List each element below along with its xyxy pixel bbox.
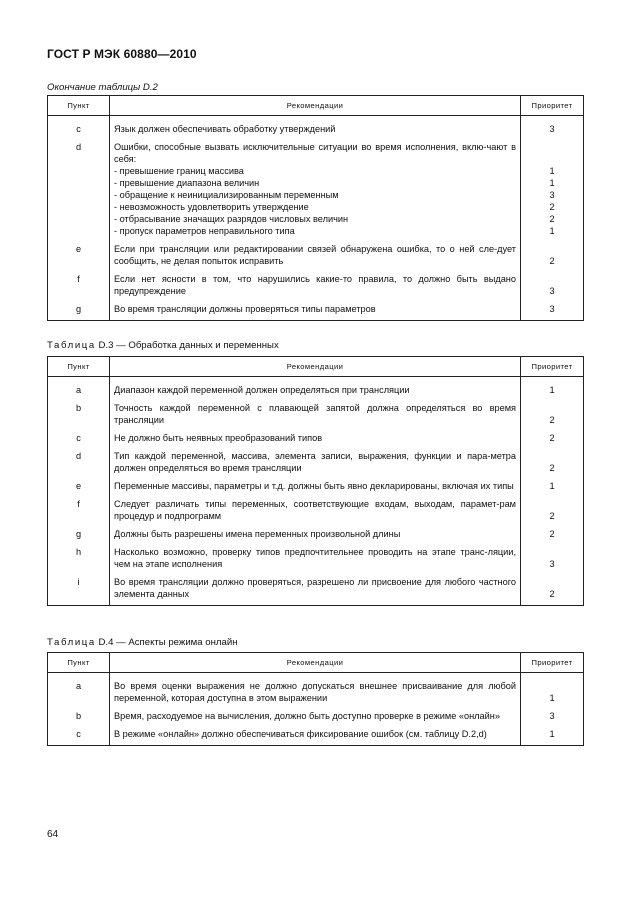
table-row [48,272,584,302]
sub-item: - невозможность удовлетворить утверждение [114,202,309,212]
sub-item-priority: 2 [549,202,555,212]
row-point: b [48,709,110,727]
column-header-recommendations: Рекомендации [110,96,521,116]
table-row [48,497,584,527]
sub-item: - пропуск параметров неправильного типа [114,226,295,236]
row-point: d [48,140,110,242]
sub-item-priority: 2 [549,214,555,224]
row-recommendation: Во время трансляции должно проверяться, разрешено ли присвоение для любого частного элемента данных [110,575,521,606]
table-row [48,122,584,140]
column-header-recommendations: Рекомендации [110,357,521,377]
row-priority: 2 [521,401,584,431]
row-recommendation: В режиме «онлайн» должно обеспечиваться фиксирование ошибок (см. таблицу D.2,d) [110,727,521,746]
row-priority: 3 [521,302,584,321]
table-row [48,575,584,606]
sub-item: - превышение диапазона величин [114,178,260,188]
row-point: b [48,401,110,431]
row-point: g [48,527,110,545]
table-row [48,679,584,709]
row-recommendation: Насколько возможно, проверку типов предпочтительнее проводить на этапе транс-ляции, чем на этапе исполнения [110,545,521,575]
row-priority: 3 [521,545,584,575]
table-d3-caption-title: D.3 — Обработка данных и переменных [98,340,279,351]
row-point: c [48,431,110,449]
sub-item: - обращение к неинициализированным переменным [114,190,339,200]
row-priority [521,140,584,242]
column-header-point: Пункт [48,653,110,673]
row-recommendation: Во время трансляции должны проверяться типы параметров [110,302,521,321]
column-header-priority: Приоритет [521,653,584,673]
row-point: a [48,679,110,709]
row-priority: 2 [521,449,584,479]
table-d4-caption-prefix: Таблица [47,637,96,648]
row-priority: 1 [521,679,584,709]
row-priority: 3 [521,122,584,140]
table-d3 [47,356,584,606]
row-point: i [48,575,110,606]
row-point: h [48,545,110,575]
row-recommendation: Язык должен обеспечивать обработку утверждений [110,122,521,140]
table-row [48,140,584,242]
row-priority: 2 [521,527,584,545]
row-priority: 3 [521,709,584,727]
table-d4-caption-title: D.4 — Аспекты режима онлайн [98,637,238,648]
table-row [48,242,584,272]
row-point: e [48,479,110,497]
row-point: c [48,727,110,746]
row-point: g [48,302,110,321]
row-point: e [48,242,110,272]
page-number: 64 [47,829,59,840]
row-recommendation-intro: Ошибки, способные вызвать исключительные ситуации во время исполнения, вклю-чают в себя: [114,142,516,164]
table-d2-end [47,95,584,321]
table-row [48,527,584,545]
row-recommendation: Если нет ясности в том, что нарушились какие-то правила, то должно быть выдано предупреждение [110,272,521,302]
row-recommendation: Не должно быть неявных преобразований типов [110,431,521,449]
row-recommendation: Во время оценки выражения не должно допускаться внешнее присваивание для любой переменной, которая доступна в этом выражении [110,679,521,709]
row-priority: 2 [521,242,584,272]
table-row [48,383,584,401]
table-d4-caption [47,637,238,648]
row-priority: 1 [521,727,584,746]
row-point: f [48,272,110,302]
column-header-point: Пункт [48,96,110,116]
row-recommendation: Следует различать типы переменных, соответствующие входам, выходам, парамет-рам процедур и подпрограмм [110,497,521,527]
row-recommendation: Точность каждой переменной с плавающей запятой должна определяться во время трансляции [110,401,521,431]
row-point: a [48,383,110,401]
table-row [48,727,584,746]
row-recommendation [110,140,521,242]
table-row [48,302,584,321]
sub-item-priority: 1 [549,166,555,176]
row-recommendation: Тип каждой переменной, массива, элемента записи, выражения, функции и пара-метра должен определяться во время трансляции [110,449,521,479]
table-d2-caption: Окончание таблицы D.2 [47,82,158,93]
table-row [48,401,584,431]
document-code: ГОСТ Р МЭК 60880—2010 [47,47,197,61]
row-recommendation: Диапазон каждой переменной должен определяться при трансляции [110,383,521,401]
column-header-priority: Приоритет [521,357,584,377]
table-row [48,449,584,479]
row-priority: 2 [521,575,584,606]
sub-item-priority: 3 [549,190,555,200]
table-d3-caption-prefix: Таблица [47,340,96,351]
sub-item: - превышение границ массива [114,166,244,176]
row-recommendation: Переменные массивы, параметры и т.д. должны быть явно декларированы, включая их типы [110,479,521,497]
table-d3-caption [47,340,279,351]
row-priority: 1 [521,479,584,497]
table-row [48,709,584,727]
sub-item: - отбрасывание значащих разрядов числовых величин [114,214,349,224]
row-point: d [48,449,110,479]
table-row [48,479,584,497]
column-header-recommendations: Рекомендации [110,653,521,673]
row-priority: 3 [521,272,584,302]
column-header-point: Пункт [48,357,110,377]
sub-item-priority: 1 [549,226,555,236]
row-priority: 1 [521,383,584,401]
column-header-priority: Приоритет [521,96,584,116]
table-row [48,545,584,575]
row-priority: 2 [521,431,584,449]
row-priority: 2 [521,497,584,527]
row-point: c [48,122,110,140]
row-point: f [48,497,110,527]
table-row [48,431,584,449]
sub-item-priority: 1 [549,178,555,188]
row-recommendation: Время, расходуемое на вычисления, должно быть доступно проверке в режиме «онлайн» [110,709,521,727]
table-d4 [47,652,584,746]
row-recommendation: Должны быть разрешены имена переменных произвольной длины [110,527,521,545]
row-recommendation: Если при трансляции или редактировании связей обнаружена ошибка, то о ней сле-дует сообщить, не делая попыток исправить [110,242,521,272]
